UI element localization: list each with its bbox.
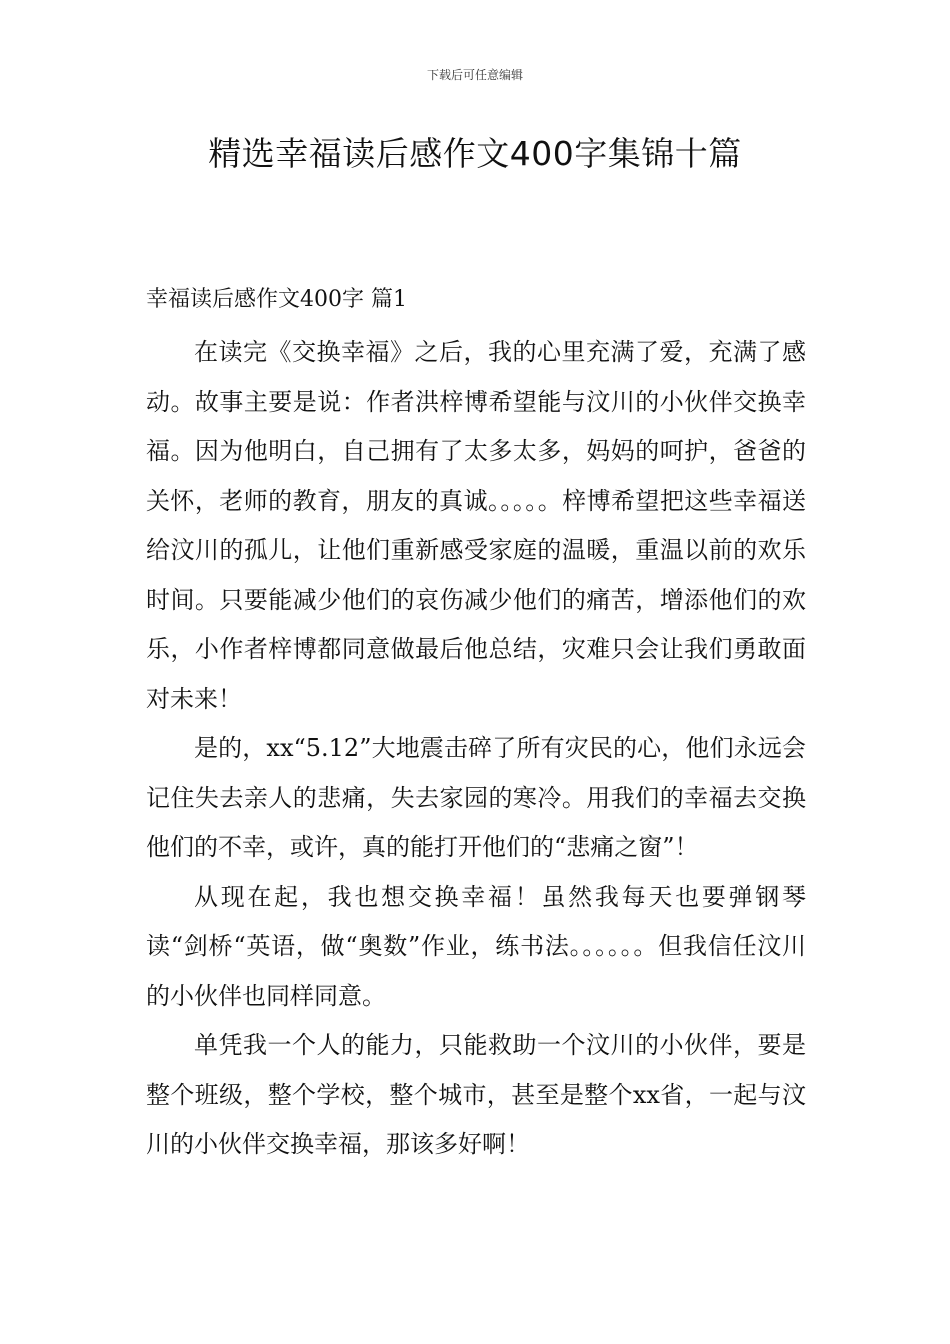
paragraph-2: 是的，xx“5.12”大地震击碎了所有灾民的心，他们永远会记住失去亲人的悲痛，失去家园的寒冷。用我们的幸福去交换他们的不幸，或许，真的能打开他们的“悲痛之窗”！ [146,734,806,861]
paragraph-1: 在读完《交换幸福》之后，我的心里充满了爱，充满了感动。故事主要是说：作者洪梓博希望能与汶川的小伙伴交换幸福。因为他明白，自己拥有了太多太多，妈妈的呵护，爸爸的关怀，老师的教育，朋友的真诚。。。。。梓博希望把这些幸福送给汶川的孤儿，让他们重新感受家庭的温暖，重温以前的欢乐时间。只要能减少他们的哀伤减少他们的痛苦，增添他们的欢乐，小作者梓博都同意做最后他总结，灾难只会让我们勇敢面对未来！ [146,338,806,713]
header-note: 下载后可任意编辑 [426,68,523,82]
document-title: 精选幸福读后感作文400字集锦十篇 [208,134,742,173]
paragraph-3: 从现在起，我也想交换幸福！虽然我每天也要弹钢琴读“剑桥“英语，做“奥数”作业，练书法。。。。。。但我信任汶川的小伙伴也同样同意。 [146,882,806,1010]
article-body [146,280,806,1170]
section-heading: 幸福读后感作文400字 篇1 [146,287,407,312]
paragraph-4: 单凭我一个人的能力，只能救助一个汶川的小伙伴，要是整个班级，整个学校，整个城市，甚至是整个xx省，一起与汶川的小伙伴交换幸福，那该多好啊！ [146,1031,806,1158]
